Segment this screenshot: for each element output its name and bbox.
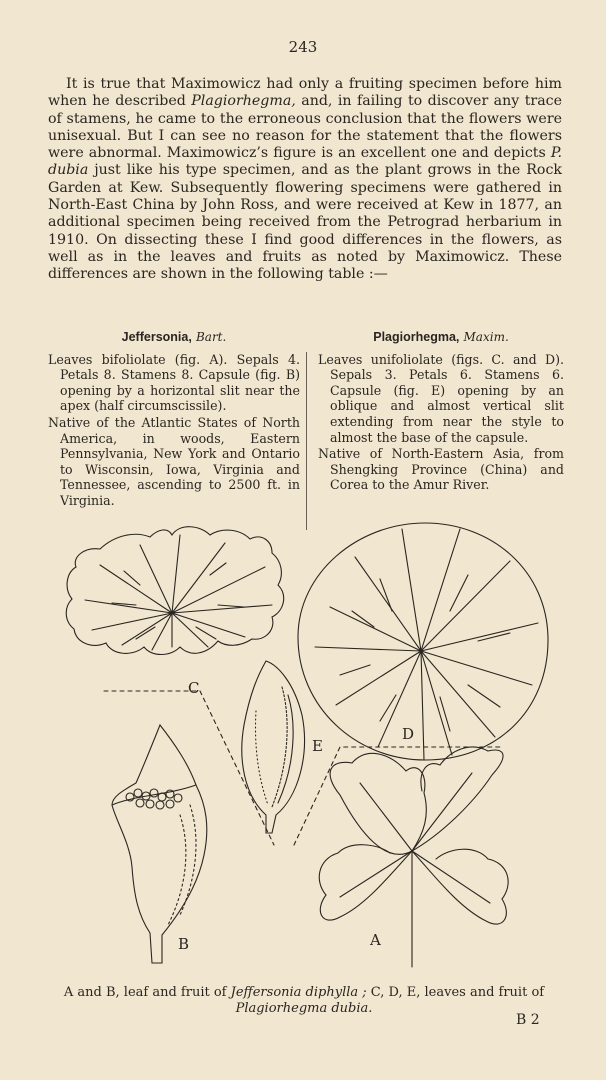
column-divider bbox=[306, 352, 307, 530]
plagiorhegma-distribution: Native of North-Eastern Asia, from Shengking Province (China) and Corea to the Amur River. bbox=[318, 446, 564, 493]
capsule-e-drawing bbox=[242, 661, 305, 833]
text-run: just like his type specimen, and as the plant grows in the Rock Garden at Kew. Subsequently flowering specimens were gathered in North-East China by John Ross, and were received at Kew in 1877, an additional specimen being received from the Petrograd herbarium in 1910. On dissecting these I find good differences in the flowers, as well as in the leaves and fruits as noted by Maximowicz. These differences are shown in the following table :— bbox=[48, 162, 562, 283]
fig-label-b: B bbox=[178, 935, 190, 953]
jeffersonia-distribution: Native of the Atlantic States of North America, in woods, Eastern Pennsylvania, New York and Ontario to Wisconsin, Iowa, Virginia and Tennessee, ascending to 2500 ft. in Virginia. bbox=[48, 414, 300, 508]
text-run: C, D, E, leaves and fruit of bbox=[366, 985, 545, 1000]
plagiorhegma-characters: Leaves unifoliolate (figs. C. and D). Sepals 3. Petals 6. Stamens 6. Capsule (fig. E) opening by an oblique and almost vertical slit extending from near the style to almost the base of the capsule. bbox=[318, 351, 564, 445]
plagiorhegma-column bbox=[318, 330, 564, 494]
italic-run: Plagiorhegma, bbox=[191, 93, 296, 110]
plagiorhegma-author: Maxim. bbox=[463, 330, 509, 344]
fig-label-a: A bbox=[370, 931, 381, 949]
body-paragraph bbox=[48, 76, 562, 284]
jeffersonia-characters: Leaves bifoliolate (fig. A). Sepals 4. Petals 8. Stamens 8. Capsule (fig. B) opening by a horizontal slit near the apex (half circumscissile). bbox=[48, 351, 300, 414]
plagiorhegma-genus: Plagiorhegma, bbox=[373, 330, 460, 344]
fig-label-d: D bbox=[402, 725, 415, 743]
fig-label-e: E bbox=[312, 737, 323, 755]
text-run: It is true that Maximowicz had only a fruiting specimen before him when he described bbox=[48, 76, 562, 110]
signature-mark: B 2 bbox=[516, 1012, 540, 1028]
botanical-illustration bbox=[40, 515, 570, 985]
jeffersonia-genus: Jeffersonia, bbox=[121, 330, 192, 344]
fig-label-c: C bbox=[188, 679, 200, 697]
jeffersonia-heading bbox=[48, 330, 300, 346]
italic-run: Jeffersonia diphylla ; bbox=[230, 985, 367, 1000]
plagiorhegma-heading bbox=[318, 330, 564, 346]
leaf-a-drawing bbox=[319, 747, 508, 967]
jeffersonia-author: Bart. bbox=[195, 330, 227, 344]
figure-caption bbox=[60, 985, 548, 1016]
text-run: A and B, leaf and fruit of bbox=[63, 985, 231, 1000]
jeffersonia-column bbox=[48, 330, 300, 510]
leaf-c-drawing bbox=[66, 527, 283, 655]
page-number: 243 bbox=[288, 38, 318, 56]
leaf-d-drawing bbox=[298, 523, 548, 760]
text-run: and, in failing to discover any trace of stamens, he came to the erroneous conclusion that the flowers were unisexual. But I can see no reason for the statement that the flowers were abnormal. Maximowicz’s figure is an excellent one and depicts bbox=[48, 93, 562, 162]
capsule-b-drawing bbox=[112, 725, 207, 963]
italic-run: Plagiorhegma dubia. bbox=[235, 1000, 373, 1016]
italic-run: P. dubia bbox=[48, 145, 562, 179]
